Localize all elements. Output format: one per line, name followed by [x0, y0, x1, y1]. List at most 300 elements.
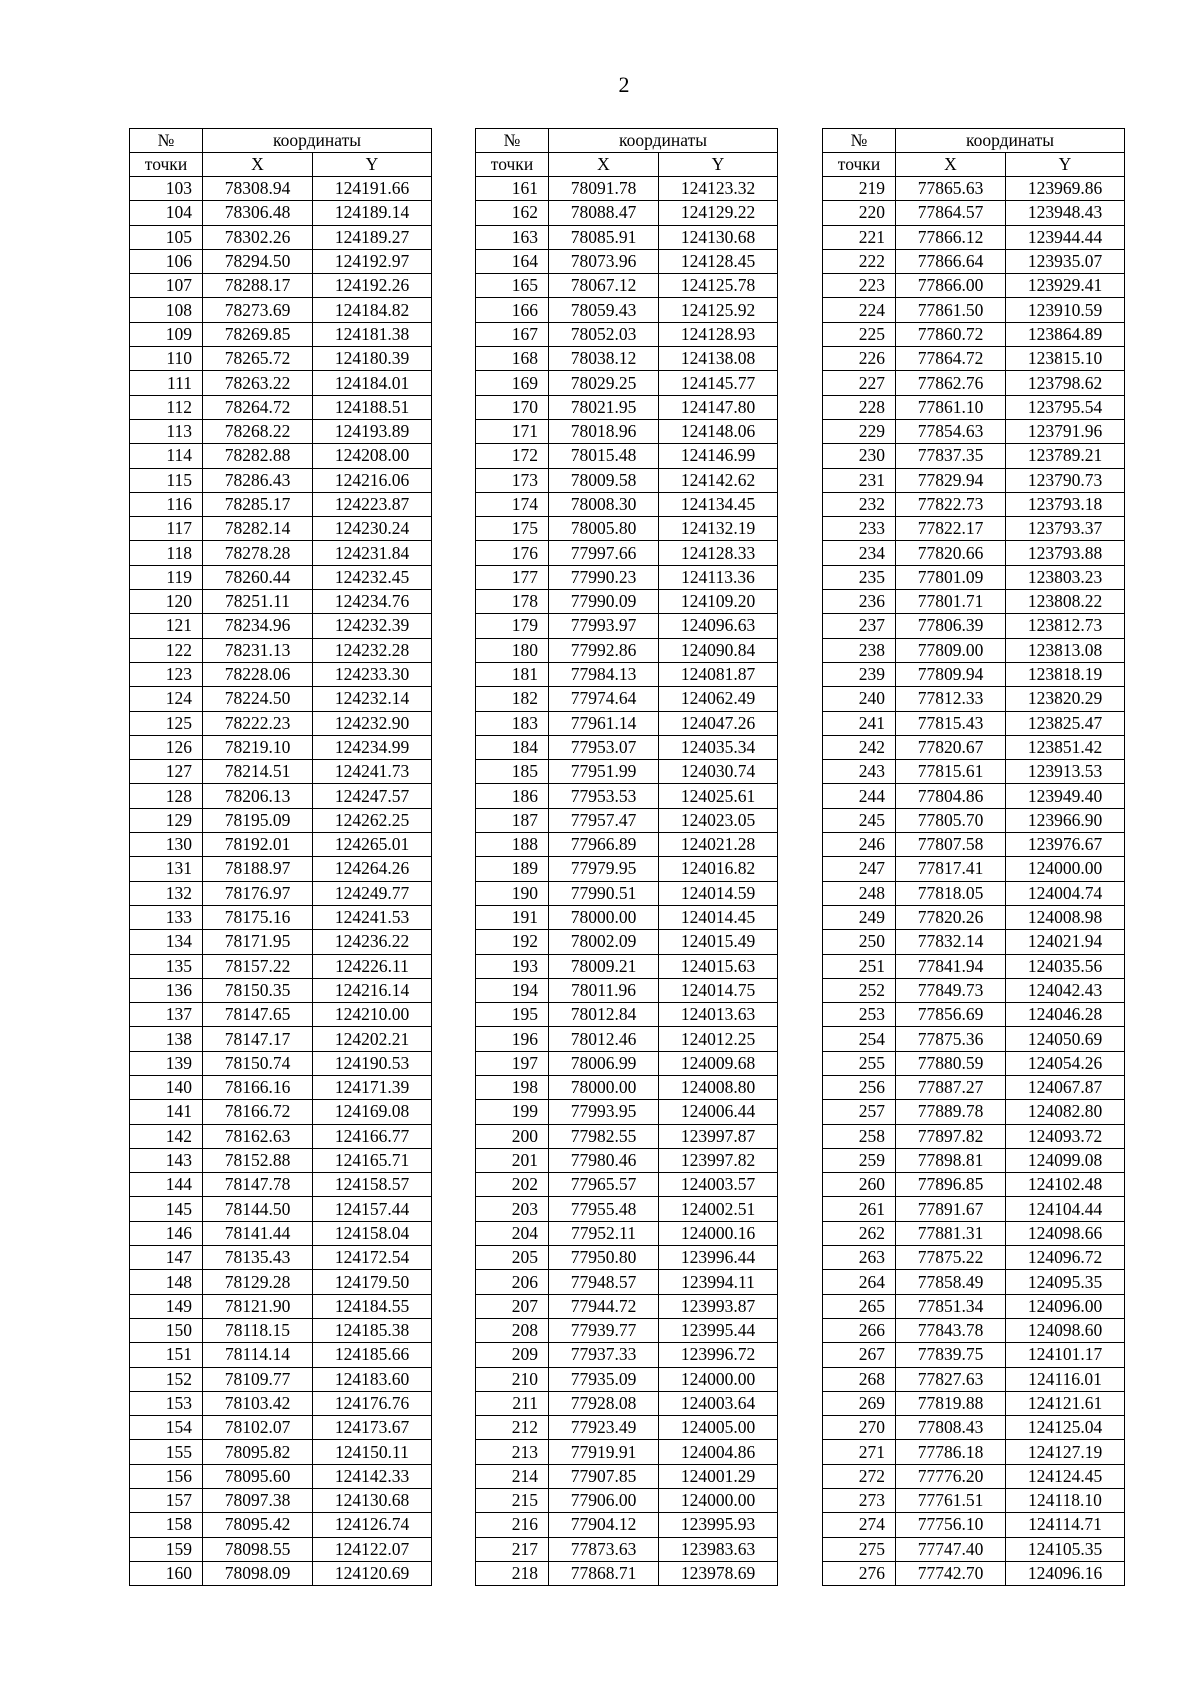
table-row [130, 1318, 432, 1342]
y-value: 124008.80 [659, 1075, 778, 1099]
point-number: 225 [823, 322, 896, 346]
y-value: 124054.26 [1006, 1051, 1125, 1075]
y-value: 124171.39 [313, 1075, 432, 1099]
point-number: 148 [130, 1270, 203, 1294]
table-row [476, 1537, 778, 1561]
y-value: 124050.69 [1006, 1027, 1125, 1051]
x-value: 77939.77 [549, 1318, 659, 1342]
table-row [823, 1197, 1125, 1221]
table-row [476, 1075, 778, 1099]
x-value: 78308.94 [203, 177, 313, 201]
x-value: 77807.58 [896, 833, 1006, 857]
y-value: 124208.00 [313, 444, 432, 468]
x-value: 78095.60 [203, 1464, 313, 1488]
x-value: 77801.71 [896, 590, 1006, 614]
point-number: 135 [130, 954, 203, 978]
table-row [130, 1294, 432, 1318]
point-number: 197 [476, 1051, 549, 1075]
point-number: 138 [130, 1027, 203, 1051]
point-number: 241 [823, 711, 896, 735]
point-number: 139 [130, 1051, 203, 1075]
point-number: 190 [476, 881, 549, 905]
x-value: 77866.64 [896, 249, 1006, 273]
point-number: 174 [476, 492, 549, 516]
x-value: 78052.03 [549, 322, 659, 346]
table-row [823, 1027, 1125, 1051]
point-number: 248 [823, 881, 896, 905]
point-number: 255 [823, 1051, 896, 1075]
table-row [476, 1173, 778, 1197]
y-value: 124013.63 [659, 1003, 778, 1027]
x-value: 77897.82 [896, 1124, 1006, 1148]
y-value: 123812.73 [1006, 614, 1125, 638]
point-number: 252 [823, 978, 896, 1002]
x-value: 78114.14 [203, 1343, 313, 1367]
y-value: 123949.40 [1006, 784, 1125, 808]
header-num: № [476, 129, 549, 153]
x-value: 78157.22 [203, 954, 313, 978]
y-value: 124006.44 [659, 1100, 778, 1124]
point-number: 179 [476, 614, 549, 638]
point-number: 188 [476, 833, 549, 857]
table-row [130, 784, 432, 808]
y-value: 124090.84 [659, 638, 778, 662]
point-number: 272 [823, 1464, 896, 1488]
y-value: 124181.38 [313, 322, 432, 346]
y-value: 123795.54 [1006, 395, 1125, 419]
y-value: 124180.39 [313, 347, 432, 371]
point-number: 140 [130, 1075, 203, 1099]
table-row [130, 1148, 432, 1172]
table-row [823, 1464, 1125, 1488]
point-number: 213 [476, 1440, 549, 1464]
point-number: 260 [823, 1173, 896, 1197]
table-row [476, 687, 778, 711]
y-value: 124234.99 [313, 735, 432, 759]
point-number: 233 [823, 517, 896, 541]
point-number: 239 [823, 662, 896, 686]
coordinate-table-1 [129, 128, 432, 1586]
y-value: 124128.45 [659, 249, 778, 273]
x-value: 77950.80 [549, 1246, 659, 1270]
table-row [130, 1513, 432, 1537]
point-number: 196 [476, 1027, 549, 1051]
table-row [823, 1440, 1125, 1464]
page-number: 2 [618, 72, 630, 97]
table-row [476, 1367, 778, 1391]
x-value: 78012.46 [549, 1027, 659, 1051]
y-value: 124000.00 [1006, 857, 1125, 881]
point-number: 244 [823, 784, 896, 808]
y-value: 124113.36 [659, 565, 778, 589]
table-row [823, 347, 1125, 371]
y-value: 124241.73 [313, 760, 432, 784]
point-number: 149 [130, 1294, 203, 1318]
point-number: 129 [130, 808, 203, 832]
y-value: 124021.28 [659, 833, 778, 857]
x-value: 77957.47 [549, 808, 659, 832]
header-num: № [130, 129, 203, 153]
point-number: 264 [823, 1270, 896, 1294]
x-value: 77819.88 [896, 1391, 1006, 1415]
table-row [130, 492, 432, 516]
table-row [476, 978, 778, 1002]
table-row [476, 298, 778, 322]
point-number: 113 [130, 419, 203, 443]
point-number: 120 [130, 590, 203, 614]
y-value: 124184.55 [313, 1294, 432, 1318]
point-number: 256 [823, 1075, 896, 1099]
x-value: 77820.66 [896, 541, 1006, 565]
table-row [476, 1027, 778, 1051]
y-value: 123996.72 [659, 1343, 778, 1367]
x-value: 77841.94 [896, 954, 1006, 978]
y-value: 124105.35 [1006, 1537, 1125, 1561]
y-value: 124030.74 [659, 760, 778, 784]
y-value: 124210.00 [313, 1003, 432, 1027]
point-number: 131 [130, 857, 203, 881]
y-value: 124096.63 [659, 614, 778, 638]
x-value: 78012.84 [549, 1003, 659, 1027]
x-value: 78171.95 [203, 930, 313, 954]
x-value: 78006.99 [549, 1051, 659, 1075]
table-row [476, 322, 778, 346]
point-number: 202 [476, 1173, 549, 1197]
header-y: Y [1006, 153, 1125, 177]
table-row [476, 1440, 778, 1464]
y-value: 123793.18 [1006, 492, 1125, 516]
table-row [130, 274, 432, 298]
point-number: 128 [130, 784, 203, 808]
y-value: 124193.89 [313, 419, 432, 443]
x-value: 78009.21 [549, 954, 659, 978]
table-row [130, 322, 432, 346]
y-value: 123813.08 [1006, 638, 1125, 662]
x-value: 77817.41 [896, 857, 1006, 881]
x-value: 77868.71 [549, 1561, 659, 1585]
table-row [823, 905, 1125, 929]
point-number: 116 [130, 492, 203, 516]
table-row [823, 225, 1125, 249]
x-value: 77776.20 [896, 1464, 1006, 1488]
x-value: 77993.95 [549, 1100, 659, 1124]
y-value: 124125.92 [659, 298, 778, 322]
x-value: 77992.86 [549, 638, 659, 662]
table-row [823, 1318, 1125, 1342]
y-value: 124025.61 [659, 784, 778, 808]
y-value: 124232.39 [313, 614, 432, 638]
x-value: 78029.25 [549, 371, 659, 395]
table-row [476, 833, 778, 857]
point-number: 172 [476, 444, 549, 468]
table-row [476, 1391, 778, 1415]
x-value: 78009.58 [549, 468, 659, 492]
x-value: 78095.42 [203, 1513, 313, 1537]
point-number: 221 [823, 225, 896, 249]
x-value: 77990.51 [549, 881, 659, 905]
point-number: 216 [476, 1513, 549, 1537]
y-value: 124147.80 [659, 395, 778, 419]
y-value: 124081.87 [659, 662, 778, 686]
y-value: 123815.10 [1006, 347, 1125, 371]
y-value: 124114.71 [1006, 1513, 1125, 1537]
y-value: 124158.04 [313, 1221, 432, 1245]
point-number: 240 [823, 687, 896, 711]
table-row [130, 638, 432, 662]
y-value: 123791.96 [1006, 419, 1125, 443]
x-value: 77742.70 [896, 1561, 1006, 1585]
table-row [130, 1221, 432, 1245]
point-number: 274 [823, 1513, 896, 1537]
y-value: 124262.25 [313, 808, 432, 832]
x-value: 77837.35 [896, 444, 1006, 468]
point-number: 162 [476, 201, 549, 225]
point-number: 134 [130, 930, 203, 954]
y-value: 123793.88 [1006, 541, 1125, 565]
table-row [823, 1294, 1125, 1318]
x-value: 78176.97 [203, 881, 313, 905]
y-value: 124189.27 [313, 225, 432, 249]
table-row [476, 1489, 778, 1513]
y-value: 124148.06 [659, 419, 778, 443]
x-value: 78268.22 [203, 419, 313, 443]
point-number: 249 [823, 905, 896, 929]
point-number: 265 [823, 1294, 896, 1318]
point-number: 124 [130, 687, 203, 711]
y-value: 124046.28 [1006, 1003, 1125, 1027]
point-number: 193 [476, 954, 549, 978]
point-number: 236 [823, 590, 896, 614]
y-value: 124128.33 [659, 541, 778, 565]
y-value: 124014.45 [659, 905, 778, 929]
x-value: 78150.35 [203, 978, 313, 1002]
x-value: 77815.43 [896, 711, 1006, 735]
x-value: 78162.63 [203, 1124, 313, 1148]
point-number: 257 [823, 1100, 896, 1124]
header-x: X [896, 153, 1006, 177]
table-row [476, 371, 778, 395]
table-row [130, 881, 432, 905]
y-value: 124216.14 [313, 978, 432, 1002]
table-row [476, 614, 778, 638]
table-row [476, 1270, 778, 1294]
table-row [823, 1148, 1125, 1172]
y-value: 124247.57 [313, 784, 432, 808]
y-value: 123996.44 [659, 1246, 778, 1270]
y-value: 124185.38 [313, 1318, 432, 1342]
y-value: 124169.08 [313, 1100, 432, 1124]
table-row [476, 177, 778, 201]
x-value: 77849.73 [896, 978, 1006, 1002]
point-number: 169 [476, 371, 549, 395]
table-row [130, 1051, 432, 1075]
point-number: 191 [476, 905, 549, 929]
x-value: 77898.81 [896, 1148, 1006, 1172]
point-number: 161 [476, 177, 549, 201]
y-value: 124129.22 [659, 201, 778, 225]
y-value: 123798.62 [1006, 371, 1125, 395]
y-value: 124158.57 [313, 1173, 432, 1197]
point-number: 112 [130, 395, 203, 419]
table-row [130, 225, 432, 249]
x-value: 78231.13 [203, 638, 313, 662]
table-row [823, 541, 1125, 565]
table-row [823, 1537, 1125, 1561]
point-number: 195 [476, 1003, 549, 1027]
point-number: 200 [476, 1124, 549, 1148]
y-value: 124127.19 [1006, 1440, 1125, 1464]
point-number: 263 [823, 1246, 896, 1270]
x-value: 78195.09 [203, 808, 313, 832]
table-row [130, 1003, 432, 1027]
point-number: 212 [476, 1416, 549, 1440]
table-row [130, 1075, 432, 1099]
table-row [823, 930, 1125, 954]
y-value: 124130.68 [313, 1489, 432, 1513]
point-number: 259 [823, 1148, 896, 1172]
point-number: 187 [476, 808, 549, 832]
point-number: 253 [823, 1003, 896, 1027]
table-row [823, 808, 1125, 832]
header-row [823, 129, 1125, 153]
table-row [823, 395, 1125, 419]
point-number: 185 [476, 760, 549, 784]
y-value: 124265.01 [313, 833, 432, 857]
point-number: 137 [130, 1003, 203, 1027]
table-row [476, 1513, 778, 1537]
point-number: 206 [476, 1270, 549, 1294]
table-row [476, 905, 778, 929]
y-value: 124124.45 [1006, 1464, 1125, 1488]
x-value: 78282.88 [203, 444, 313, 468]
table-row [823, 177, 1125, 201]
y-value: 124165.71 [313, 1148, 432, 1172]
y-value: 124021.94 [1006, 930, 1125, 954]
y-value: 124185.66 [313, 1343, 432, 1367]
y-value: 124128.93 [659, 322, 778, 346]
y-value: 124192.97 [313, 249, 432, 273]
y-value: 124232.45 [313, 565, 432, 589]
x-value: 77923.49 [549, 1416, 659, 1440]
point-number: 214 [476, 1464, 549, 1488]
x-value: 77747.40 [896, 1537, 1006, 1561]
y-value: 124123.32 [659, 177, 778, 201]
table-row [476, 662, 778, 686]
point-number: 107 [130, 274, 203, 298]
y-value: 124096.00 [1006, 1294, 1125, 1318]
y-value: 124232.90 [313, 711, 432, 735]
y-value: 124176.76 [313, 1391, 432, 1415]
point-number: 168 [476, 347, 549, 371]
y-value: 123935.07 [1006, 249, 1125, 273]
x-value: 77839.75 [896, 1343, 1006, 1367]
y-value: 123994.11 [659, 1270, 778, 1294]
table-row [823, 662, 1125, 686]
point-number: 127 [130, 760, 203, 784]
point-number: 232 [823, 492, 896, 516]
x-value: 78263.22 [203, 371, 313, 395]
table-row [476, 930, 778, 954]
table-row [130, 201, 432, 225]
table-row [130, 760, 432, 784]
table-row [476, 541, 778, 565]
point-number: 269 [823, 1391, 896, 1415]
x-value: 77961.14 [549, 711, 659, 735]
header-row [130, 129, 432, 153]
table-row [130, 905, 432, 929]
table-row [476, 1003, 778, 1027]
point-number: 271 [823, 1440, 896, 1464]
table-row [130, 808, 432, 832]
point-number: 275 [823, 1537, 896, 1561]
x-value: 77815.61 [896, 760, 1006, 784]
point-number: 155 [130, 1440, 203, 1464]
point-number: 186 [476, 784, 549, 808]
x-value: 78000.00 [549, 1075, 659, 1099]
y-value: 124188.51 [313, 395, 432, 419]
x-value: 77801.09 [896, 565, 1006, 589]
y-value: 124035.56 [1006, 954, 1125, 978]
y-value: 124062.49 [659, 687, 778, 711]
table-row [476, 1246, 778, 1270]
table-row [823, 1003, 1125, 1027]
point-number: 104 [130, 201, 203, 225]
header-row [823, 153, 1125, 177]
header-row [130, 153, 432, 177]
x-value: 77990.09 [549, 590, 659, 614]
x-value: 78121.90 [203, 1294, 313, 1318]
x-value: 77951.99 [549, 760, 659, 784]
point-number: 117 [130, 517, 203, 541]
x-value: 78038.12 [549, 347, 659, 371]
x-value: 78264.72 [203, 395, 313, 419]
coordinate-table-2 [475, 128, 778, 1586]
y-value: 124009.68 [659, 1051, 778, 1075]
y-value: 124173.67 [313, 1416, 432, 1440]
point-number: 235 [823, 565, 896, 589]
table-row [823, 857, 1125, 881]
y-value: 124264.26 [313, 857, 432, 881]
point-number: 165 [476, 274, 549, 298]
table-row [476, 808, 778, 832]
table-row [476, 954, 778, 978]
table-row [823, 881, 1125, 905]
y-value: 123789.21 [1006, 444, 1125, 468]
point-number: 126 [130, 735, 203, 759]
x-value: 78011.96 [549, 978, 659, 1002]
x-value: 78265.72 [203, 347, 313, 371]
y-value: 124184.82 [313, 298, 432, 322]
x-value: 78103.42 [203, 1391, 313, 1415]
point-number: 211 [476, 1391, 549, 1415]
table-row [823, 833, 1125, 857]
y-value: 123995.93 [659, 1513, 778, 1537]
x-value: 78306.48 [203, 201, 313, 225]
table-row [823, 1221, 1125, 1245]
y-value: 124226.11 [313, 954, 432, 978]
point-number: 189 [476, 857, 549, 881]
y-value: 124172.54 [313, 1246, 432, 1270]
y-value: 123966.90 [1006, 808, 1125, 832]
x-value: 77805.70 [896, 808, 1006, 832]
table-row [130, 614, 432, 638]
point-number: 136 [130, 978, 203, 1002]
point-number: 270 [823, 1416, 896, 1440]
table-row [130, 1343, 432, 1367]
x-value: 78000.00 [549, 905, 659, 929]
x-value: 77861.50 [896, 298, 1006, 322]
x-value: 77919.91 [549, 1440, 659, 1464]
